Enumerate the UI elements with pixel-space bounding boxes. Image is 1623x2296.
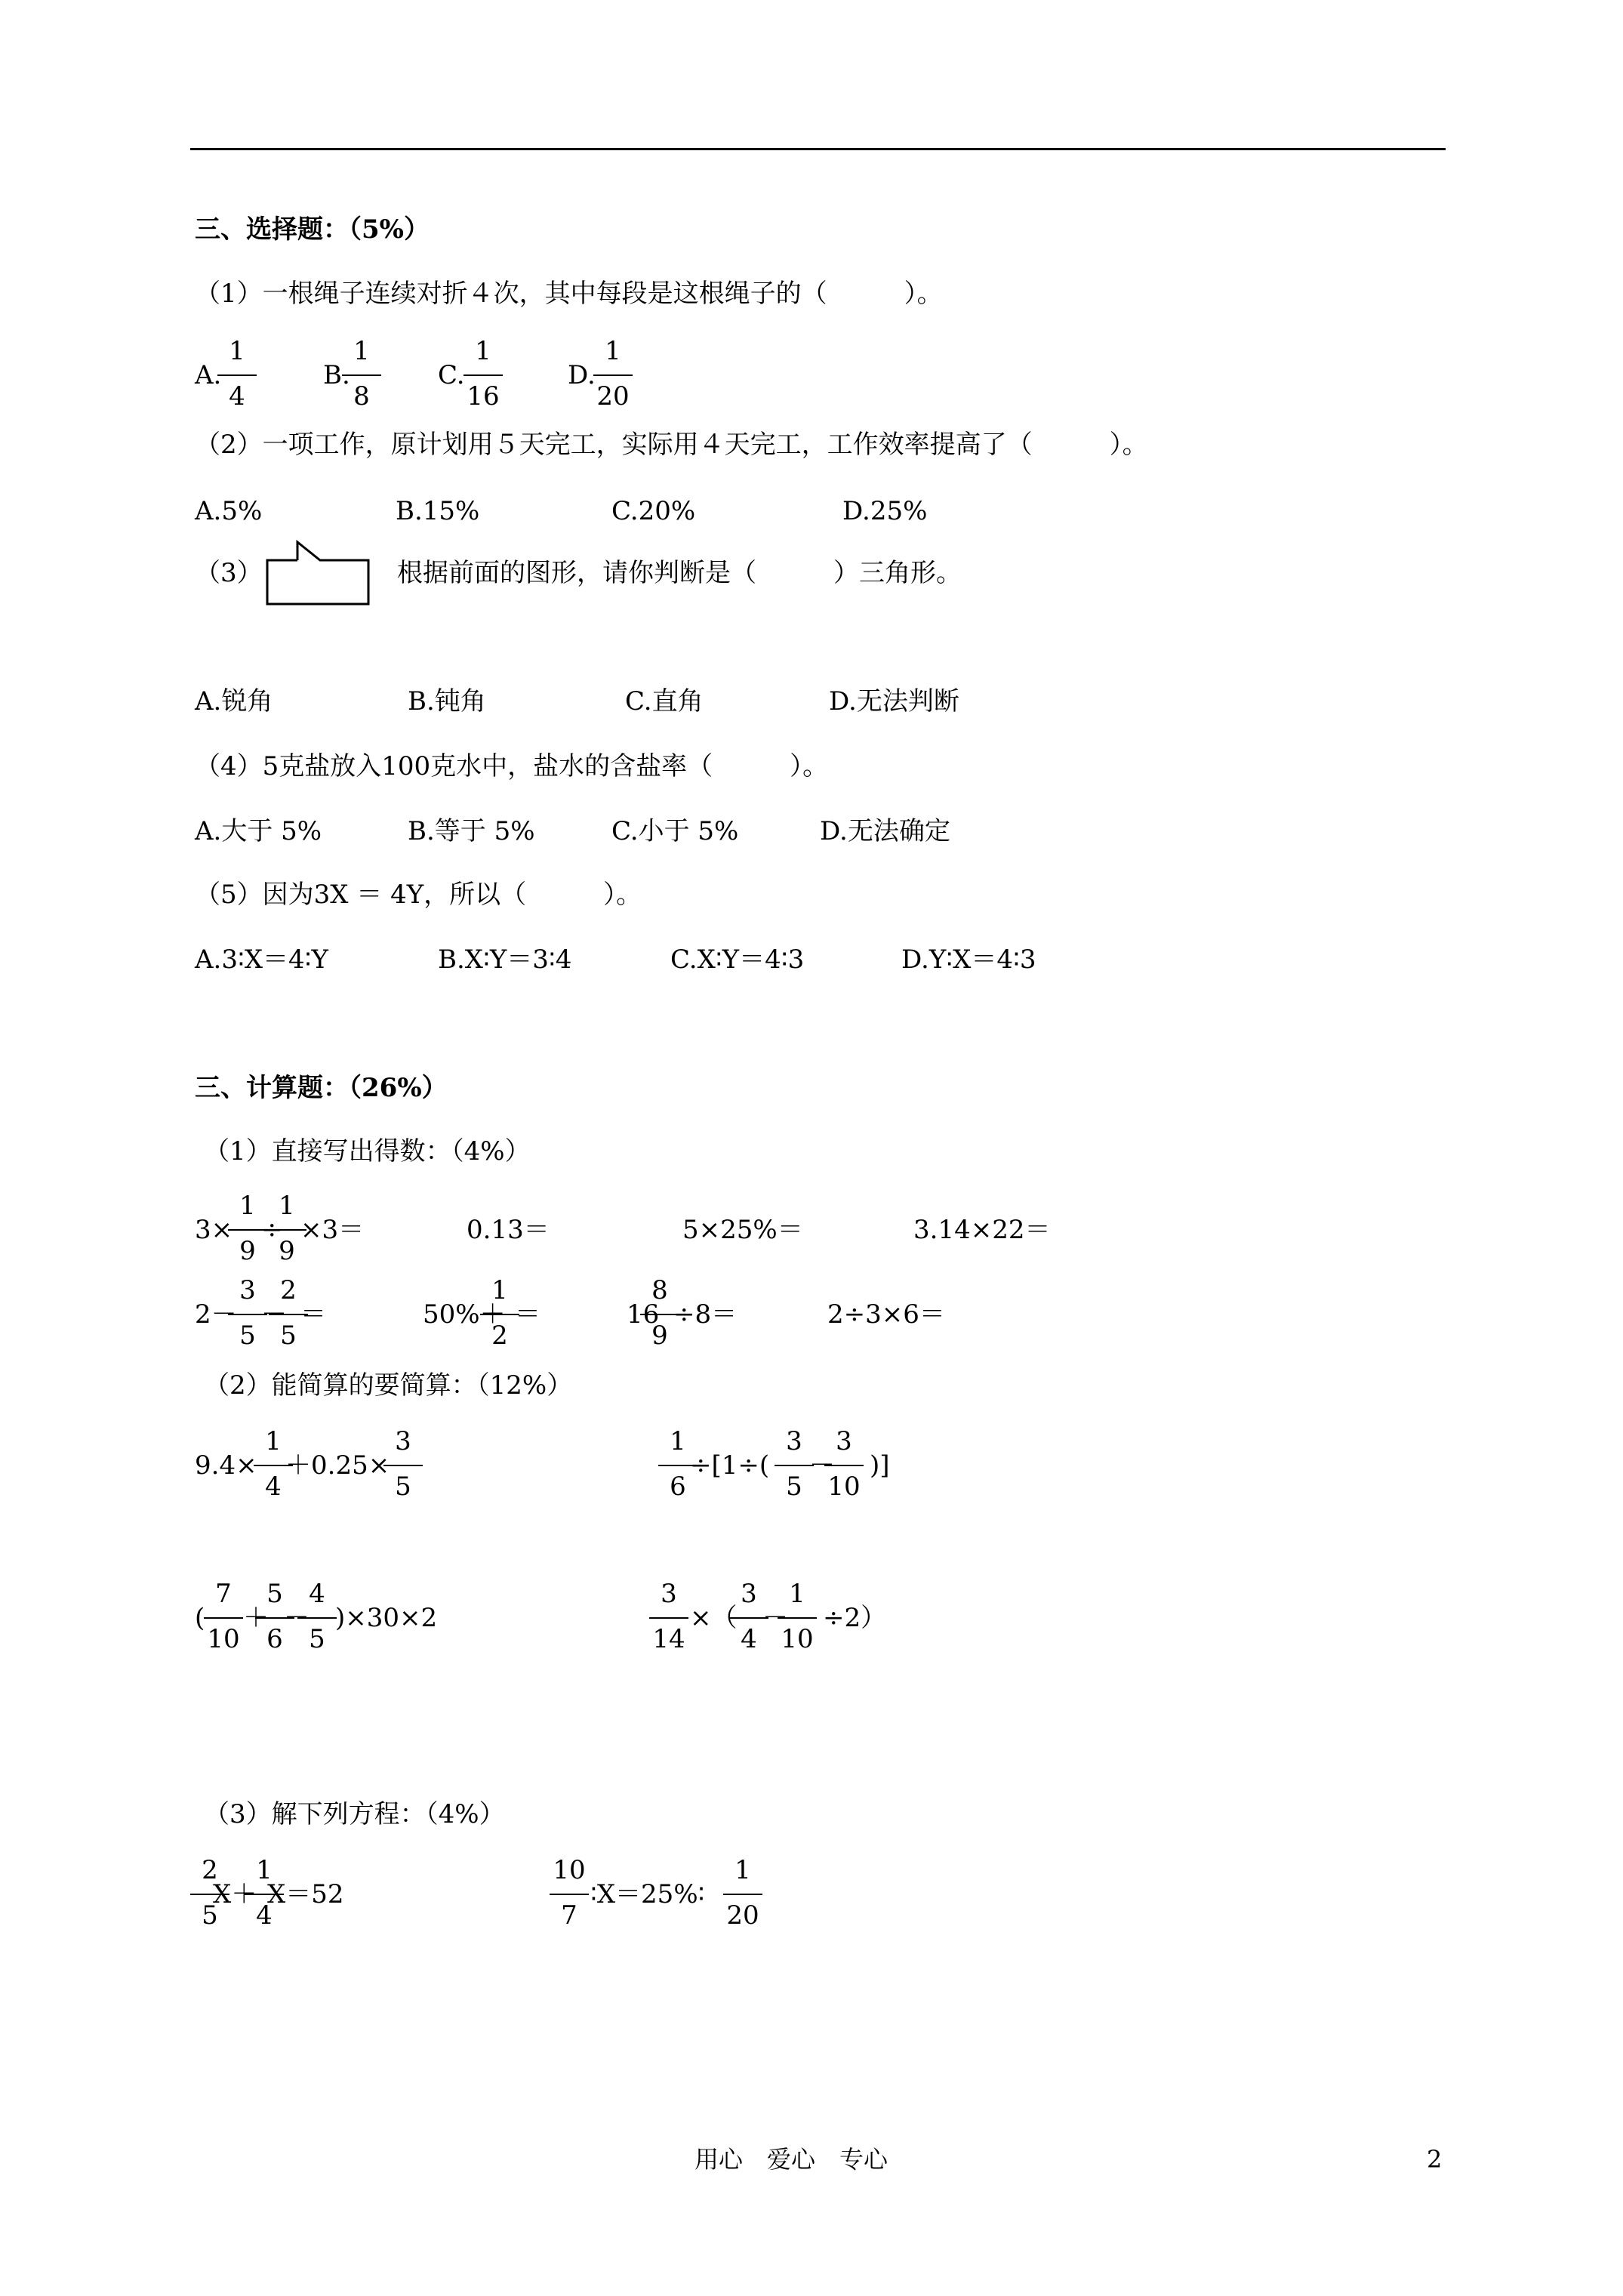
simplify-3-a: ( (195, 1603, 205, 1633)
q1-option-a-fraction: 1 4 (213, 337, 261, 412)
simplify-4-fraction-3: 1 10 (773, 1579, 821, 1655)
part-1-heading: （1）直接写出得数：（4%） (204, 1136, 531, 1166)
question-1: （1）一根绳子连续对折４次，其中每段是这根绳子的（ ）。 (195, 279, 943, 309)
q5-option-d: D.Y∶X＝4∶3 (901, 945, 1036, 975)
simplify-4-c: ÷2） (823, 1603, 887, 1633)
expr-1-fraction-2: 1 9 (263, 1191, 311, 1267)
simplify-1-a: 9.4× (195, 1450, 257, 1481)
q5-option-b: B.X∶Y＝3∶4 (438, 945, 572, 975)
q3-option-c: C.直角 (625, 686, 704, 717)
simplify-2-b: － (809, 1450, 835, 1481)
simplify-3-fraction-3: 4 5 (293, 1579, 341, 1655)
q1-option-c-fraction: 1 16 (459, 337, 507, 412)
expr-5-c: ＝ (300, 1299, 326, 1330)
q4-option-b: B.等于 5% (408, 816, 535, 846)
expr-5-fraction-2: 2 5 (264, 1276, 313, 1351)
simplify-3-fraction-1: 7 10 (199, 1579, 248, 1655)
expr-6-b: ＝ (515, 1299, 540, 1330)
equation-2-fraction-1: 10 7 (545, 1856, 593, 1931)
q1-option-a-label: A. (195, 360, 222, 390)
expr-5-b: － (261, 1299, 287, 1330)
expr-5-a: 2－ (195, 1299, 237, 1330)
header-rule (190, 148, 1446, 150)
simplify-3-b: ＋ (243, 1603, 269, 1633)
equation-1-b: X＝52 (267, 1879, 344, 1909)
q2-option-d: D.25% (842, 496, 928, 526)
expr-1-b: ÷ (261, 1215, 283, 1245)
question-5: （5）因为3X ＝ 4Y，所以（ ）。 (195, 880, 642, 910)
simplify-2-fraction-2: 3 5 (770, 1427, 818, 1502)
expr-8: 2÷3×6＝ (827, 1299, 945, 1330)
section-title-choice: 三、选择题：（5%） (195, 214, 430, 245)
expr-4: 3.14×22＝ (913, 1215, 1051, 1245)
simplify-3-d: )×30×2 (335, 1603, 438, 1633)
expr-3: 5×25%＝ (682, 1215, 803, 1245)
part-2-heading: （2）能简算的要简算：（12%） (204, 1370, 573, 1401)
question-3-number: （3） (195, 558, 263, 588)
expr-2: 0.13＝ (467, 1215, 550, 1245)
simplify-4-fraction-2: 3 4 (725, 1579, 773, 1655)
equation-1-a: X＋ (213, 1879, 257, 1909)
equation-2-a: ∶X＝25%∶ (590, 1879, 705, 1909)
expr-1-fraction-1: 1 9 (223, 1191, 272, 1267)
q1-option-c-label: C. (438, 360, 465, 390)
part-3-heading: （3）解下列方程：（4%） (204, 1799, 505, 1829)
torn-shape-figure (264, 538, 371, 607)
expr-7-fraction: 8 9 (636, 1276, 684, 1351)
q3-option-a: A.锐角 (195, 686, 273, 717)
q1-option-d-fraction: 1 20 (589, 337, 637, 412)
expr-6-a: 50%＋ (423, 1299, 506, 1330)
q3-option-d: D.无法判断 (829, 686, 959, 717)
expr-1-c: ×3＝ (300, 1215, 365, 1245)
simplify-1-fraction-2: 3 5 (379, 1427, 427, 1502)
section-title-calculation: 三、计算题：（26%） (195, 1073, 448, 1103)
q1-option-b-fraction: 1 8 (337, 337, 386, 412)
q2-option-b: B.15% (396, 496, 480, 526)
page-number: 2 (1427, 2145, 1443, 2174)
question-4: （4）5克盐放入100克水中，盐水的含盐率（ ）。 (195, 751, 829, 781)
expr-6-fraction: 1 2 (476, 1276, 524, 1351)
simplify-3-c: － (284, 1603, 310, 1633)
q4-option-a: A.大于 5% (195, 816, 322, 846)
q3-option-b: B.钝角 (408, 686, 486, 717)
simplify-2-a: ÷[1÷( (690, 1450, 770, 1481)
expr-1-a: 3× (195, 1215, 233, 1245)
simplify-4-fraction-1: 3 14 (645, 1579, 693, 1655)
q2-option-a: A.5% (195, 496, 263, 526)
simplify-4-b: － (762, 1603, 788, 1633)
simplify-2-fraction-1: 1 6 (654, 1427, 702, 1502)
simplify-2-c: )] (870, 1450, 890, 1481)
q1-option-b-label: B. (323, 360, 350, 390)
question-2: （2）一项工作，原计划用５天完工，实际用４天完工，工作效率提高了（ ）。 (195, 430, 1148, 460)
expr-7-b: ÷8＝ (673, 1299, 738, 1330)
q4-option-c: C.小于 5% (611, 816, 739, 846)
question-3-text: 根据前面的图形，请你判断是（ ）三角形。 (397, 558, 962, 588)
simplify-3-fraction-2: 5 6 (251, 1579, 299, 1655)
q1-option-d-label: D. (568, 360, 596, 390)
simplify-4-a: ×（ (690, 1603, 738, 1633)
q5-option-a: A.3∶X＝4∶Y (195, 945, 328, 975)
expr-7-a: 16 (627, 1299, 660, 1330)
simplify-1-fraction-1: 1 4 (249, 1427, 297, 1502)
q5-option-c: C.X∶Y＝4∶3 (670, 945, 805, 975)
footer-motto: 用心 爱心 专心 (694, 2145, 888, 2174)
simplify-2-fraction-3: 3 10 (820, 1427, 868, 1502)
q4-option-d: D.无法确定 (820, 816, 950, 846)
equation-1-fraction-1: 2 5 (186, 1856, 234, 1931)
equation-1-fraction-2: 1 4 (240, 1856, 288, 1931)
q2-option-c: C.20% (611, 496, 696, 526)
equation-2-fraction-2: 1 20 (719, 1856, 767, 1931)
expr-5-fraction-1: 3 5 (223, 1276, 272, 1351)
simplify-1-b: ＋0.25× (285, 1450, 390, 1481)
